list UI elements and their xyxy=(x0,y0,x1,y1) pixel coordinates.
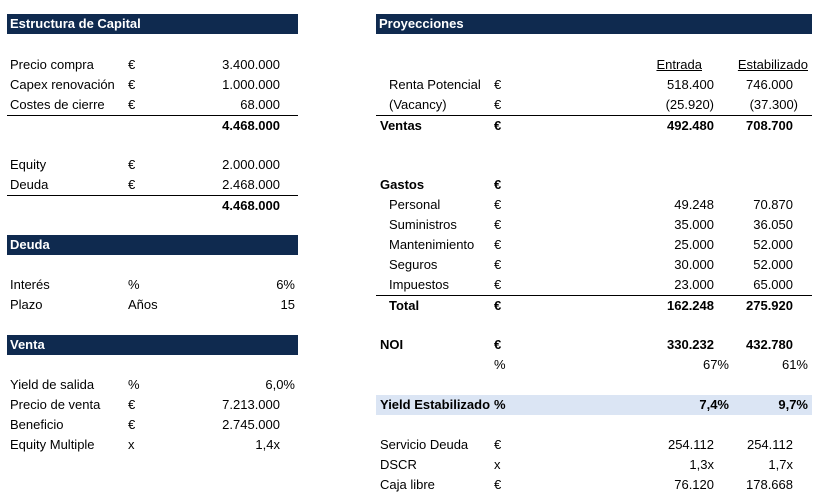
dscr-label: DSCR xyxy=(380,457,417,472)
col-header-entry: Entrada xyxy=(656,57,702,72)
revenue-entry: 518.400 xyxy=(667,77,714,92)
noi-stabilized: 432.780 xyxy=(746,337,793,352)
expense-entry: 35.000 xyxy=(674,217,714,232)
sale-label: Beneficio xyxy=(10,417,64,432)
expense-entry: 49.248 xyxy=(674,197,714,212)
debt-header: Deuda xyxy=(7,235,298,255)
yield-entry: 7,4% xyxy=(699,397,729,412)
expense-stabilized: 36.050 xyxy=(753,217,793,232)
sales-label: Ventas xyxy=(380,118,422,133)
debt-unit: Años xyxy=(128,297,158,312)
yield-label: Yield Estabilizado xyxy=(380,397,491,412)
free-cash-entry: 76.120 xyxy=(674,477,714,492)
noi-label: NOI xyxy=(380,337,404,352)
expense-label: Personal xyxy=(389,197,441,212)
dscr-unit: x xyxy=(494,457,501,472)
financing-unit: € xyxy=(128,177,136,192)
financing-unit: € xyxy=(128,157,136,172)
financing-value: 2.468.000 xyxy=(222,177,280,192)
sale-value: 2.745.000 xyxy=(222,417,280,432)
expense-entry: 25.000 xyxy=(674,237,714,252)
debt-service-unit: € xyxy=(494,437,502,452)
revenue-label: (Vacancy) xyxy=(389,97,447,112)
expense-stabilized: 65.000 xyxy=(753,277,793,292)
debt-service-stabilized: 254.112 xyxy=(746,437,793,452)
expense-unit: € xyxy=(494,237,502,252)
sale-value: 6,0% xyxy=(265,377,295,392)
expense-unit: € xyxy=(494,277,502,292)
expense-stabilized: 52.000 xyxy=(753,237,793,252)
financing-label: Deuda xyxy=(10,177,49,192)
expense-label: Seguros xyxy=(389,257,438,272)
financing-value: 2.000.000 xyxy=(222,157,280,172)
free-cash-label: Caja libre xyxy=(380,477,435,492)
capital-label: Precio compra xyxy=(10,57,94,72)
expenses-total-entry: 162.248 xyxy=(667,298,714,313)
debt-value: 6% xyxy=(276,277,295,292)
expense-unit: € xyxy=(494,217,502,232)
yield-stabilized: 9,7% xyxy=(778,397,808,412)
expenses-total-label: Total xyxy=(389,298,420,313)
sales-entry: 492.480 xyxy=(667,118,714,133)
expenses-total-stabilized: 275.920 xyxy=(746,298,793,313)
expense-label: Suministros xyxy=(389,217,457,232)
noi-entry: 330.232 xyxy=(667,337,714,352)
dscr-stabilized: 1,7x xyxy=(768,457,793,472)
revenue-unit: € xyxy=(494,97,502,112)
sale-header: Venta xyxy=(7,335,298,355)
sale-unit: x xyxy=(128,437,135,452)
expense-label: Mantenimiento xyxy=(389,237,475,252)
expenses-header-unit: € xyxy=(494,177,502,192)
noi-pct-stabilized: 61% xyxy=(781,357,808,372)
sale-unit: € xyxy=(128,417,136,432)
expense-stabilized: 70.870 xyxy=(753,197,793,212)
expense-label: Impuestos xyxy=(389,277,449,292)
noi-unit: € xyxy=(494,337,502,352)
sale-label: Yield de salida xyxy=(10,377,95,392)
financing-label: Equity xyxy=(10,157,47,172)
sale-unit: % xyxy=(128,377,140,392)
revenue-unit: € xyxy=(494,77,502,92)
free-cash-unit: € xyxy=(494,477,502,492)
noi-pct-entry: 67% xyxy=(702,357,729,372)
expenses-total-unit: € xyxy=(494,298,502,313)
capital-unit: € xyxy=(128,97,136,112)
debt-label: Plazo xyxy=(10,297,43,312)
expense-entry: 23.000 xyxy=(674,277,714,292)
sale-unit: € xyxy=(128,397,136,412)
revenue-label: Renta Potencial xyxy=(389,77,481,92)
debt-label: Interés xyxy=(10,277,50,292)
sales-stabilized: 708.700 xyxy=(746,118,793,133)
sale-value: 7.213.000 xyxy=(222,397,280,412)
expense-entry: 30.000 xyxy=(674,257,714,272)
revenue-stabilized: 746.000 xyxy=(746,77,793,92)
capital-subtotal: 4.468.000 xyxy=(222,118,280,133)
capital-unit: € xyxy=(128,57,136,72)
yield-unit: % xyxy=(494,397,506,412)
capital-value: 68.000 xyxy=(240,97,280,112)
debt-unit: % xyxy=(128,277,140,292)
sale-value: 1,4x xyxy=(255,437,280,452)
expense-unit: € xyxy=(494,197,502,212)
capital-header: Estructura de Capital xyxy=(7,14,298,34)
free-cash-stabilized: 178.668 xyxy=(746,477,793,492)
debt-service-label: Servicio Deuda xyxy=(380,437,469,452)
col-header-stabilized: Estabilizado xyxy=(737,57,808,72)
expense-unit: € xyxy=(494,257,502,272)
revenue-stabilized: (37.300) xyxy=(749,97,798,112)
sales-unit: € xyxy=(494,118,502,133)
projections-header: Proyecciones xyxy=(376,14,812,34)
capital-label: Costes de cierre xyxy=(10,97,105,112)
capital-label: Capex renovación xyxy=(10,77,115,92)
capital-unit: € xyxy=(128,77,136,92)
expense-stabilized: 52.000 xyxy=(753,257,793,272)
debt-value: 15 xyxy=(280,297,295,312)
expenses-header-label: Gastos xyxy=(380,177,425,192)
sale-label: Equity Multiple xyxy=(10,437,95,452)
sale-label: Precio de venta xyxy=(10,397,101,412)
capital-value: 3.400.000 xyxy=(222,57,280,72)
revenue-entry: (25.920) xyxy=(665,97,714,112)
capital-value: 1.000.000 xyxy=(222,77,280,92)
debt-service-entry: 254.112 xyxy=(667,437,714,452)
dscr-entry: 1,3x xyxy=(689,457,714,472)
noi-pct-unit: % xyxy=(494,357,506,372)
capital-total: 4.468.000 xyxy=(222,198,280,213)
